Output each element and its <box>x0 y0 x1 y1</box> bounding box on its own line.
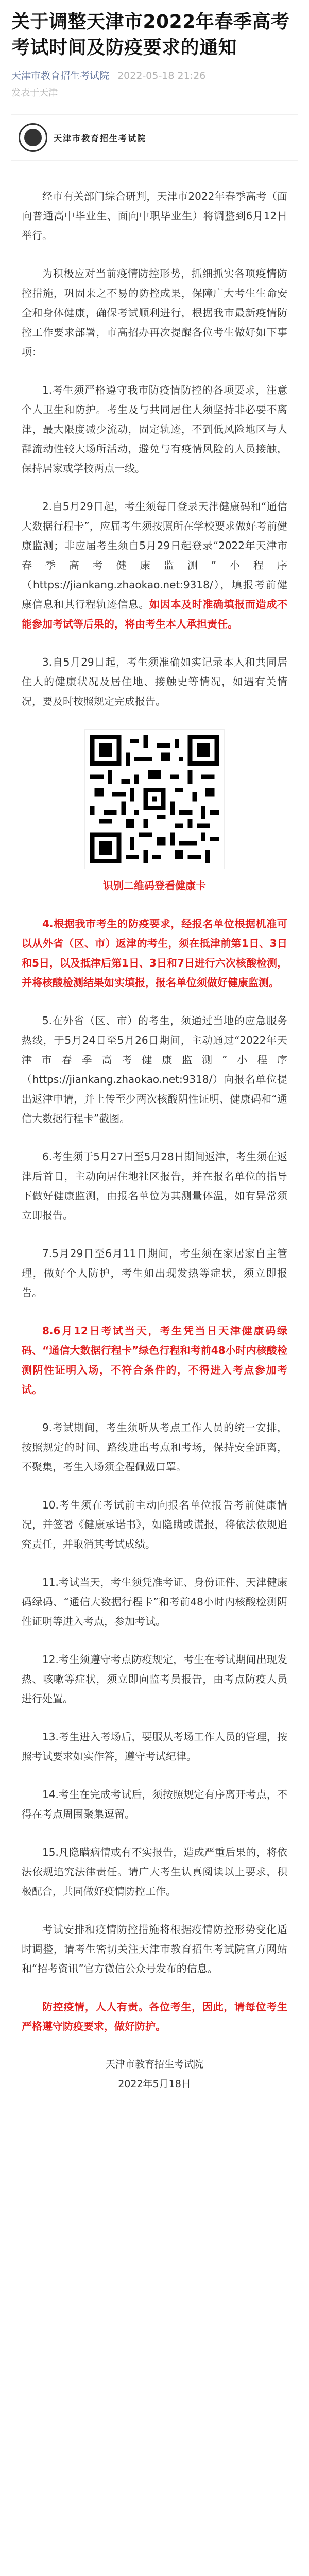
paragraph-context: 为积极应对当前疫情防控形势，抓细抓实各项疫情防控措施，巩固来之不易的防控成果，保障广大考生生命安全和身体健康，确保考试顺利进行，根据我市最新疫情防控工作要求部署，市高招办再次提醒各位考生做好如下事项： <box>22 267 287 358</box>
paragraph-slogan: 防控疫情，人人有责。各位考生，因此，请每位考生严格遵守防疫要求，做好防护。 <box>22 2001 287 2032</box>
paragraph-item-4: 4.根据我市考生的防疫要求，经报名单位根据机准可以从外省（区、市）返津的考生，须在抵津前第1日、3日和5日，以及抵津后第1日、3日和7日进行六次核酸检测，并将核酸检测结果如实填报，报名单位须做好健康监测。 <box>22 918 287 989</box>
article-title: 关于调整天津市2022年春季高考考试时间及防疫要求的通知 <box>11 11 290 58</box>
paragraph-item-1: 1.考生须严格遵守我市防疫情防控的各项要求，注意个人卫生和防护。考生及与共同居住人须坚持非必要不离津，最大限度减少流动，固定轨迹，不到低风险地区与人群流动性较大场所活动，避免与有疫情风险的人员接触，保持居家或学校两点一线。 <box>22 384 287 474</box>
qr-caption: 识别二维码登看健康卡 <box>103 879 206 892</box>
paragraph-item-6: 6.考生须于5月27日至5月28日期间返津，考生须在返津后首日，主动向居住地社区报告，并在报名单位的指导下做好健康监测，由报名单位为其测量体温，如有异常须立即报告。 <box>22 1150 287 1222</box>
footer-signature <box>22 2055 287 2094</box>
banner-text: 天津市教育招生考试院 <box>54 133 147 143</box>
paragraph-item-14: 14.考生在完成考试后，须按照规定有序离开考点，不得在考点周围聚集逗留。 <box>22 1788 287 1820</box>
paragraph-item-5: 5.在外省（区、市）的考生，须通过当地的应急服务热线，于5月24日至5月26日期间，主动通过“2022年天津市春季高考健康监测”小程序（https://jiankang.zhaokao.net:9318/）向报名单位提出返津申请，并上传至少两次核酸阴性证明、健康码和“通信大数据行程卡”截图。 <box>22 1014 287 1125</box>
article-meta <box>11 68 298 83</box>
paragraph-item-13: 13.考生进入考场后，要服从考场工作人员的管理，按照考试要求如实作答，遵守考试纪律。 <box>22 1731 287 1762</box>
paragraph-closing: 考试安排和疫情防控措施将根据疫情防控形势变化适时调整，请考生密切关注天津市教育招生考试院官方网站和“招考资讯”官方微信公众号发布的信息。 <box>22 1923 287 1975</box>
paragraph-item-12: 12.考生须遵守考点防疫规定，考生在考试期间出现发热、咳嗽等症状，须立即向监考员报告，由考点防疫人员进行处置。 <box>22 1653 287 1705</box>
qr-section <box>22 730 287 895</box>
publish-date: 2022-05-18 21:26 <box>117 70 206 81</box>
qr-code-icon[interactable] <box>85 730 224 869</box>
paragraph-item-15: 15.凡隐瞒病情或有不实报告，造成严重后果的，将依法依规追究法律责任。请广大考生认真阅读以上要求，积极配合，共同做好疫情防控工作。 <box>22 1846 287 1897</box>
paragraph-item-7: 7.5月29日至6月11日期间，考生须在家居家自主管理，做好个人防护，考生如出现发热等症状，须立即报告。 <box>22 1247 287 1299</box>
org-banner <box>11 114 298 161</box>
article-content <box>11 187 298 2094</box>
paragraph-item-3: 3.自5月29日起，考生须准确如实记录本人和共同居住人的健康状况及居住地、接触史等情况，如遇有关情况，要及时按照规定完成报告。 <box>22 656 287 707</box>
paragraph-item-11: 11.考试当天，考生须凭准考证、身份证件、天津健康码绿码、“通信大数据行程卡”和考前48小时内核酸检测阴性证明等进入考点，参加考试。 <box>22 1576 287 1628</box>
paragraph-item-10: 10.考生须在考试前主动向报名单位报告考前健康情况，并签署《健康承诺书》，如隐瞒或谎报，将依法依规追究责任，并取消其考试成绩。 <box>22 1499 287 1550</box>
footer-org: 天津市教育招生考试院 <box>105 2059 203 2070</box>
paragraph-item-8: 8.6月12日考试当天，考生凭当日天津健康码绿码、“通信大数据行程卡”绿色行程和考前48小时内核酸检测阴性证明入场，不符合条件的，不得进入考点参加考试。 <box>22 1325 287 1396</box>
paragraph-item-9: 9.考试期间，考生须听从考点工作人员的统一安排，按照规定的时间、路线进出考点和考场，保持安全距离，不聚集，考生入场须全程佩戴口罩。 <box>22 1421 287 1473</box>
source-link[interactable]: 天津市教育招生考试院 <box>11 70 110 81</box>
publish-location: 发表于天津 <box>11 88 58 98</box>
org-logo-icon <box>19 123 47 152</box>
paragraph-item-2: 2.自5月29日起，考生须每日登录天津健康码和“通信大数据行程卡”，应届考生须按照所在学校要求做好考前健康监测；非应届考生须自5月29日起登录“2022年天津市春季高考健康监测”小程序（https://jiankang.zhaokao.net:9318/），填报考前健康信息和其行程轨迹信息。如因本及时准确填报而造成不能参加考试等后果的，将由考生本人承担责任。 <box>22 500 287 630</box>
footer-date: 2022年5月18日 <box>118 2078 191 2090</box>
paragraph-intro: 经市有关部门综合研判，天津市2022年春季高考（面向普通高中毕业生、面向中职毕业生）将调整到6月12日举行。 <box>22 190 287 242</box>
